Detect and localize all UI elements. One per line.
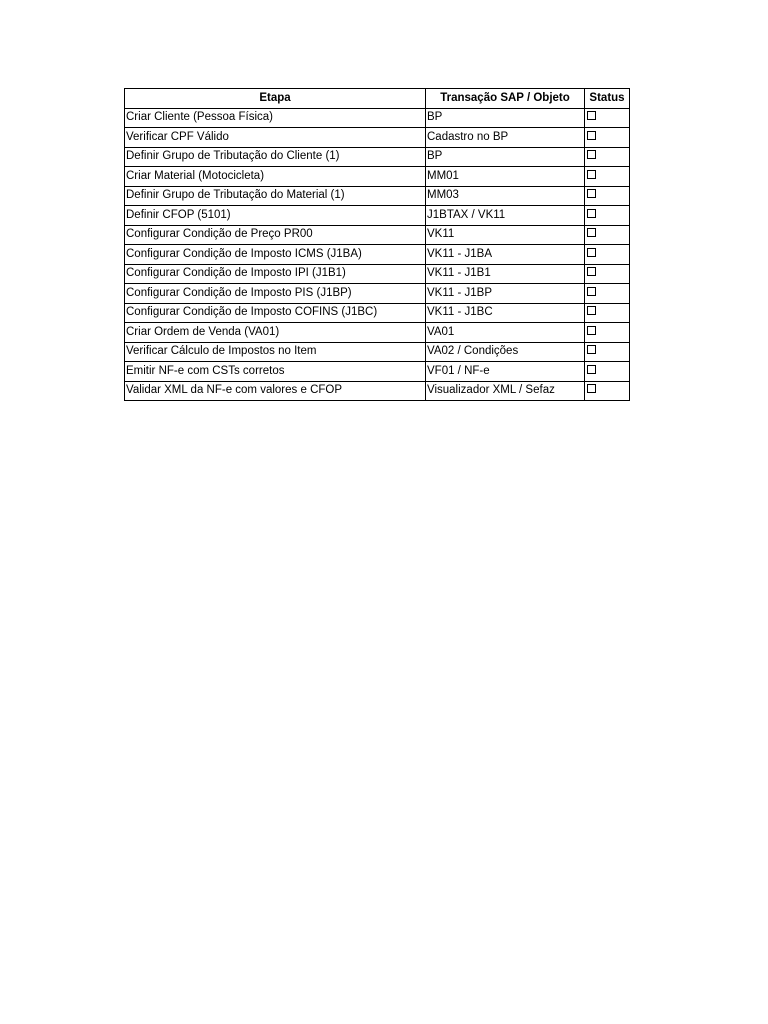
table-row — [125, 128, 630, 148]
etapa-cell: Definir CFOP (5101) — [125, 206, 426, 226]
etapa-cell: Configurar Condição de Imposto COFINS (J1BC) — [125, 303, 426, 323]
status-checkbox[interactable] — [587, 365, 596, 374]
status-checkbox[interactable] — [587, 267, 596, 276]
status-checkbox[interactable] — [587, 384, 596, 393]
transacao-cell: VK11 - J1BC — [426, 303, 585, 323]
etapa-cell: Criar Material (Motocicleta) — [125, 167, 426, 187]
status-cell — [585, 362, 630, 382]
etapa-cell: Configurar Condição de Imposto ICMS (J1BA) — [125, 245, 426, 265]
transacao-cell: VK11 - J1B1 — [426, 264, 585, 284]
status-checkbox[interactable] — [587, 326, 596, 335]
etapa-cell: Configurar Condição de Imposto PIS (J1BP) — [125, 284, 426, 304]
table-row — [125, 303, 630, 323]
transacao-cell: BP — [426, 108, 585, 128]
table-row — [125, 108, 630, 128]
status-cell — [585, 264, 630, 284]
table-row — [125, 245, 630, 265]
table-body — [125, 108, 630, 401]
table-row — [125, 264, 630, 284]
status-checkbox[interactable] — [587, 111, 596, 120]
transacao-cell: VA02 / Condições — [426, 342, 585, 362]
status-checkbox[interactable] — [587, 150, 596, 159]
status-cell — [585, 245, 630, 265]
status-checkbox[interactable] — [587, 228, 596, 237]
table-row — [125, 147, 630, 167]
status-cell — [585, 323, 630, 343]
transacao-cell: J1BTAX / VK11 — [426, 206, 585, 226]
etapa-cell: Verificar CPF Válido — [125, 128, 426, 148]
transacao-cell: VK11 - J1BP — [426, 284, 585, 304]
table-row — [125, 186, 630, 206]
table-row — [125, 381, 630, 401]
status-cell — [585, 381, 630, 401]
header-transacao: Transação SAP / Objeto — [426, 89, 585, 109]
status-cell — [585, 167, 630, 187]
header-status: Status — [585, 89, 630, 109]
table-row — [125, 225, 630, 245]
transacao-cell: VK11 — [426, 225, 585, 245]
transacao-cell: VK11 - J1BA — [426, 245, 585, 265]
status-cell — [585, 342, 630, 362]
checklist-table — [124, 88, 630, 401]
status-checkbox[interactable] — [587, 131, 596, 140]
status-cell — [585, 303, 630, 323]
etapa-cell: Definir Grupo de Tributação do Material (1) — [125, 186, 426, 206]
status-cell — [585, 147, 630, 167]
transacao-cell: Cadastro no BP — [426, 128, 585, 148]
etapa-cell: Definir Grupo de Tributação do Cliente (1) — [125, 147, 426, 167]
table-row — [125, 167, 630, 187]
transacao-cell: MM03 — [426, 186, 585, 206]
status-checkbox[interactable] — [587, 189, 596, 198]
etapa-cell: Configurar Condição de Preço PR00 — [125, 225, 426, 245]
etapa-cell: Criar Cliente (Pessoa Física) — [125, 108, 426, 128]
header-etapa: Etapa — [125, 89, 426, 109]
table-row — [125, 362, 630, 382]
etapa-cell: Verificar Cálculo de Impostos no Item — [125, 342, 426, 362]
status-checkbox[interactable] — [587, 345, 596, 354]
transacao-cell: VA01 — [426, 323, 585, 343]
header-row — [125, 89, 630, 109]
status-cell — [585, 128, 630, 148]
transacao-cell: Visualizador XML / Sefaz — [426, 381, 585, 401]
status-cell — [585, 186, 630, 206]
status-checkbox[interactable] — [587, 209, 596, 218]
transacao-cell: VF01 / NF-e — [426, 362, 585, 382]
status-cell — [585, 225, 630, 245]
etapa-cell: Criar Ordem de Venda (VA01) — [125, 323, 426, 343]
status-checkbox[interactable] — [587, 287, 596, 296]
etapa-cell: Emitir NF-e com CSTs corretos — [125, 362, 426, 382]
table-row — [125, 284, 630, 304]
status-cell — [585, 108, 630, 128]
etapa-cell: Configurar Condição de Imposto IPI (J1B1) — [125, 264, 426, 284]
status-cell — [585, 206, 630, 226]
transacao-cell: MM01 — [426, 167, 585, 187]
transacao-cell: BP — [426, 147, 585, 167]
status-checkbox[interactable] — [587, 306, 596, 315]
table-row — [125, 206, 630, 226]
table-row — [125, 342, 630, 362]
table-row — [125, 323, 630, 343]
etapa-cell: Validar XML da NF-e com valores e CFOP — [125, 381, 426, 401]
status-checkbox[interactable] — [587, 248, 596, 257]
status-checkbox[interactable] — [587, 170, 596, 179]
status-cell — [585, 284, 630, 304]
